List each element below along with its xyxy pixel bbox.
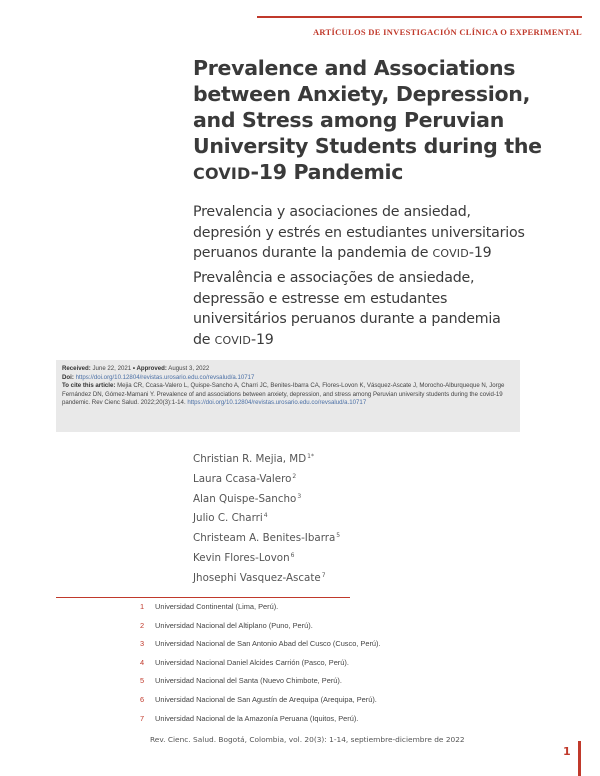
author: Christeam A. Benites-Ibarra$^5$: [193, 532, 341, 545]
author: Christian R. Mejia, $MD^{1*}$: [193, 453, 314, 465]
title-line: and Stress among Peruvian: [193, 108, 504, 132]
affiliation-list: [140, 600, 560, 730]
page-number: 1: [563, 745, 571, 758]
author: Julio C. Charri$^4$: [193, 512, 268, 525]
covid-smallcaps: COVID: [193, 164, 251, 183]
title-line: Prevalence and Associations: [193, 56, 516, 80]
journal-citation: Rev. Cienc. Salud. Bogotá, Colombia, vol. 20(3): 1-14, septiembre-diciembre de 2022: [150, 735, 465, 744]
doi-row: Doi: https://doi.org/10.12804/revistas.urosario.edu.co/revsalud/a.10717: [62, 373, 255, 381]
title-line: between Anxiety, Depression,: [193, 82, 531, 106]
author-list: [193, 447, 493, 586]
doi-link[interactable]: https://doi.org/10.12804/revistas.urosario.edu.co/revsalud/a.10717: [75, 373, 255, 381]
affiliation: 2 Universidad Nacional del Altiplano (Puno, Perú).: [140, 620, 313, 630]
author: Jhosephi Vasquez-Ascate$^7$: [193, 571, 326, 584]
article-metadata: [56, 360, 520, 432]
received-approved: Received: June 22, 2021 • Approved: August 3, 2022: [62, 365, 210, 372]
affiliation: 6 Universidad Nacional de San Agustín de Arequipa (Arequipa, Perú).: [140, 694, 377, 704]
cite-row: To cite this article: Mejia CR, Ccasa-Valero L, Quispe-Sancho A, Charri JC, Benites-Ibarra CA, Flores-Lovon K, Vásquez-Ascate J, Morocho-Alburqueque N, Jorge Fernández DN, Gómez-Mamani Y. Prevalence of and associations between anxiety, depression, and stress among Peruvian university students during the covid-19 pandemic. Rev Cienc Salud. 2022;20(3):1-14. https://doi.org/10.12804/revistas.urosario.edu.co/revsalud/a.10717: [62, 382, 505, 407]
cite-link[interactable]: https://doi.org/10.12804/revistas.urosario.edu.co/revsalud/a.10717: [187, 399, 367, 407]
author: Kevin Flores-Lovon$^6$: [193, 551, 295, 564]
title-line: COVID-19 Pandemic: [193, 160, 404, 184]
author: Laura Ccasa-Valero$^2$: [193, 472, 297, 485]
page-accent-bar: [578, 741, 581, 776]
affiliation: 1 Universidad Continental (Lima, Perú).: [140, 602, 279, 611]
affiliation: 3 Universidad Nacional de San Antonio Abad del Cusco (Cusco, Perú).: [140, 639, 381, 649]
author: Alan Quispe-Sancho$^3$: [193, 492, 302, 505]
article-title: [193, 55, 563, 187]
header-rule: [257, 16, 582, 18]
affiliation: 4 Universidad Nacional Daniel Alcides Carrión (Pasco, Perú).: [140, 657, 349, 667]
title-line: University Students during the: [193, 134, 542, 158]
affiliation: 7 Universidad Nacional de la Amazonía Peruana (Iquitos, Perú).: [140, 713, 359, 723]
affiliations-rule: [56, 597, 350, 598]
subtitle-portuguese: Prevalência e associações de ansiedade, depressão e estresse em estudantes universitários peruanos durante a pandemia de COVID-19: [193, 270, 501, 348]
subtitle-spanish: Prevalencia y asociaciones de ansiedad, depresión y estrés en estudiantes universitarios peruanos durante la pandemia de COVID-19: [193, 204, 525, 261]
affiliation: 5 Universidad Nacional del Santa (Nuevo Chimbote, Perú).: [140, 676, 342, 686]
section-label: ARTÍCULOS DE INVESTIGACIÓN CLÍNICA O EXPERIMENTAL: [312, 27, 582, 37]
